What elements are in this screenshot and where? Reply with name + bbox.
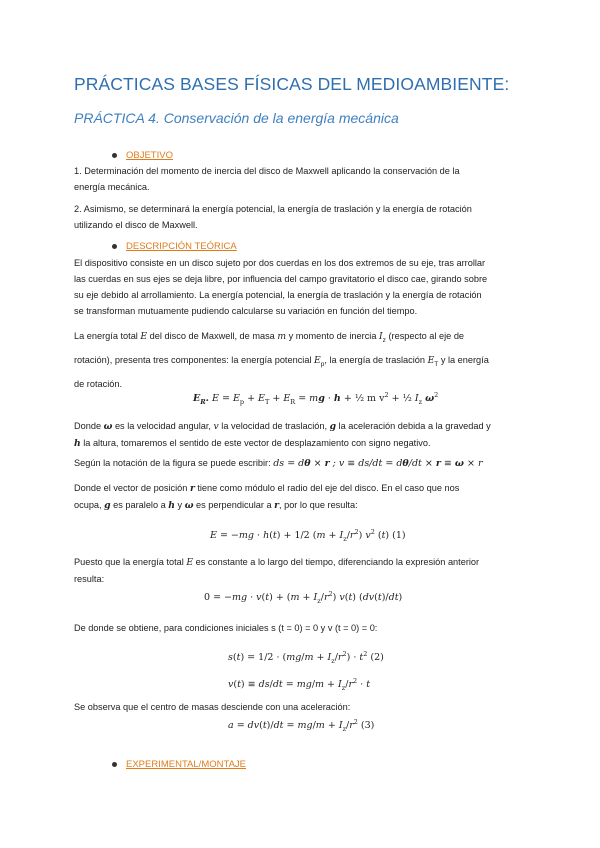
- section-objetivo: [112, 150, 312, 164]
- objetivo-paragraph-2: [74, 201, 544, 233]
- section-experimental: [112, 759, 352, 773]
- text-run: (respecto al eje de: [385, 331, 465, 341]
- text-run: tiene como módulo el radio del eje del disco. En el caso que nos: [194, 483, 460, 493]
- teoria-paragraph-2: [74, 328, 554, 392]
- text-run: la velocidad de traslación,: [218, 421, 330, 431]
- text-line: Donde el vector de posición r tiene como módulo el radio del eje del disco. En el caso que nos: [74, 483, 460, 494]
- text-run: del disco de Maxwell, de masa: [147, 331, 278, 341]
- page-title: PRÁCTICAS BASES FÍSICAS DEL MEDIOAMBIENTE:: [74, 74, 510, 94]
- text-run: y momento de inercia: [286, 331, 380, 341]
- text-line: ocupa, g es paralelo a h y ω es perpendicular a r, por lo que resulta:: [74, 500, 358, 511]
- text-line: rotación), presenta tres componentes: la energía potencial $E_p$, la energía de traslación $E_T$ y la energía: [74, 354, 489, 368]
- teoria-paragraph-8: Se observa que el centro de masas desciende con una aceleración:: [74, 702, 351, 712]
- text-line: de rotación.: [74, 378, 123, 389]
- text-run: Según la notación de la figura se puede escribir:: [74, 458, 274, 468]
- section-descripcion-label: DESCRIPCIÓN TEÓRICA: [126, 241, 237, 252]
- text-line: 1. Determinación del momento de inercia del disco de Maxwell aplicando la conservación de la: [74, 166, 460, 176]
- text-line: energía mecánica.: [74, 182, 150, 192]
- teoria-paragraph-5: [74, 480, 554, 514]
- text-line: Puesto que la energía total E es constante a lo largo del tiempo, diferenciando la expresión anterior: [74, 557, 480, 568]
- section-experimental-label: EXPERIMENTAL/MONTAJE: [126, 759, 246, 770]
- text-run: Donde: [74, 421, 104, 431]
- equation-energy-total: $E_R$. $E = E_p + E_T + E_R$ = mg · h + ½ m $v^2$ + ½ $I_z$ $\omega^2$: [193, 391, 439, 407]
- equation-derivative: $0 = -mg \cdot v(t) + (m + I_z/r^2)$ v(t) (dv(t)/dt): [204, 590, 403, 606]
- text-run: es la velocidad angular,: [112, 421, 214, 431]
- text-run: y: [174, 500, 185, 510]
- text-line: utilizando el disco de Maxwell.: [74, 220, 198, 230]
- text-run: La energía total: [74, 331, 141, 341]
- equation-2: $s(t) = 1/2 \cdot (mg/m + I_z/r^2) \cdot t^2$ (2): [228, 650, 384, 666]
- text-line: las cuerdas en sus ejes se deja libre, por influencia del campo gravitatorio el disco cae, girando sobre: [74, 274, 488, 284]
- text-run: es constante a lo largo del tiempo, diferenciando la expresión anterior: [193, 557, 480, 567]
- equation-3: $a = dv(t)/dt = mg/m + I_z/r^2$ (3): [228, 718, 375, 734]
- text-run: la altura, tomaremos el sentido de este vector de desplazamiento con signo negativo.: [80, 438, 431, 448]
- text-run: ocupa,: [74, 500, 105, 510]
- teoria-paragraph-6: [74, 554, 554, 587]
- section-objetivo-label: OBJETIVO: [126, 150, 173, 161]
- text-run: es paralelo a: [110, 500, 169, 510]
- text-line: Donde ω es la velocidad angular, v la velocidad de traslación, g la aceleración debida a la gravedad y: [74, 421, 491, 432]
- objetivo-paragraph-1: [74, 163, 544, 195]
- text-line: El dispositivo consiste en un disco sujeto por dos cuerdas en los dos extremos de su eje, tras arrollar: [74, 258, 486, 268]
- text-line: se transforman mutuamente pudiendo calcularse su variación en función del tiempo.: [74, 306, 418, 316]
- bullet-icon: [112, 762, 117, 767]
- text-run: rotación), presenta tres componentes: la energía potencial: [74, 354, 315, 365]
- teoria-paragraph-3: [74, 418, 554, 452]
- page-subtitle: PRÁCTICA 4. Conservación de la energía mecánica: [74, 110, 399, 126]
- text-run: es perpendicular a: [193, 500, 275, 510]
- text-run: Puesto que la energía total: [74, 557, 187, 567]
- bullet-icon: [112, 153, 117, 158]
- section-descripcion: [112, 241, 312, 255]
- text-run: , por lo que resulta:: [278, 500, 358, 510]
- teoria-paragraph-7: De donde se obtiene, para condiciones iniciales s (t = 0) = 0 y v (t = 0) = 0:: [74, 623, 378, 633]
- text-run: , la energía de traslación: [324, 354, 428, 365]
- text-run: la aceleración debida a la gravedad y: [336, 421, 491, 431]
- text-line: La energía total E del disco de Maxwell, de masa m y momento de inercia $I_z$ (respecto al eje de: [74, 331, 465, 344]
- text-line: h la altura, tomaremos el sentido de este vector de desplazamiento con signo negativo.: [74, 438, 431, 449]
- equation-velocity: $v(t) \equiv ds/dt = mg/m + I_z/r^2 \cdot t$: [228, 677, 371, 693]
- bullet-icon: [112, 244, 117, 249]
- text-line: resulta:: [74, 574, 105, 584]
- text-line: 2. Asimismo, se determinará la energía potencial, la energía de traslación y la energía de rotación: [74, 204, 472, 214]
- text-run: y la energía: [438, 354, 489, 365]
- text-line: su eje debido al arrollamiento. La energía potencial, la energía de traslación y la energía de rotación: [74, 290, 482, 300]
- teoria-paragraph-1: [74, 255, 544, 319]
- equation-1: E = −mg · h(t) + 1/2 $(m + I_z/r^2)$ $v^2$ (t) (1): [210, 528, 406, 544]
- text-run: Donde el vector de posición: [74, 483, 190, 493]
- teoria-notation-line: Según la notación de la figura se puede escribir: ds = dθ × r ; v ≡ ds/dt = dθ/dt × r ≡ ω × r: [74, 458, 483, 469]
